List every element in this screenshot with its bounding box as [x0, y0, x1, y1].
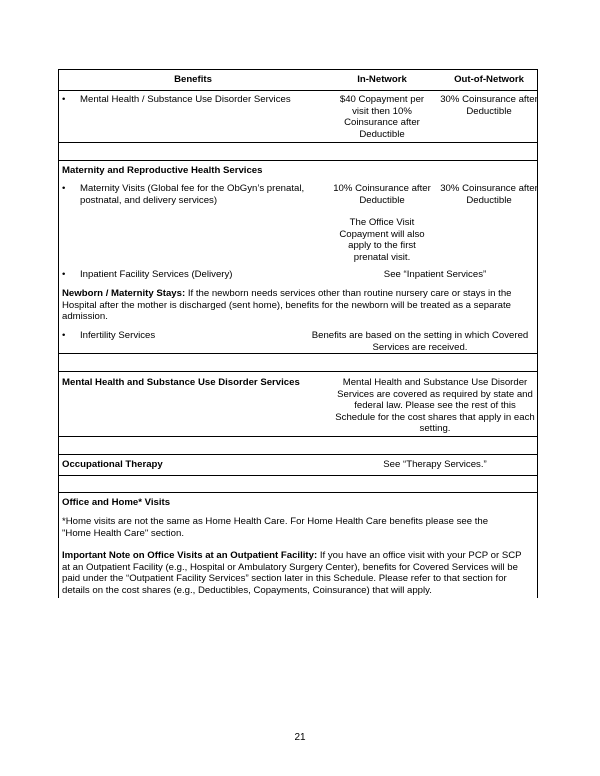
- maternity-heading: Maternity and Reproductive Health Services: [62, 165, 263, 176]
- newborn-note-text: If the newborn needs services other than routine nursery care or stays in the Hospital after the mother is discharged (sent home), benefits for the newborn will be treated as a separate admission.: [62, 288, 512, 323]
- outpatient-facility-note: [62, 550, 532, 596]
- occupational-therapy-heading: Occupational Therapy: [62, 459, 163, 470]
- office-visit-copay-note: The Office Visit Copayment will also apply to the first prenatal visit.: [339, 217, 425, 263]
- mental-health-out-of-network: 30% Coinsurance after Deductible: [440, 94, 538, 117]
- newborn-note-lead: Newborn / Maternity Stays:: [62, 288, 186, 299]
- inpatient-facility-label: Inpatient Facility Services (Delivery): [80, 269, 233, 280]
- bullet: •: [62, 269, 66, 280]
- table-rule: [58, 160, 538, 161]
- occupational-therapy-value: See “Therapy Services.”: [383, 459, 487, 470]
- table-rule: [58, 69, 538, 70]
- infertility-label: Infertility Services: [80, 330, 156, 341]
- table-rule: [58, 371, 538, 372]
- bullet: •: [62, 330, 66, 341]
- maternity-visits-out-of-network: 30% Coinsurance after Deductible: [440, 183, 538, 206]
- table-rule: [58, 436, 538, 437]
- table-rule: [58, 90, 538, 91]
- table-rule: [58, 454, 538, 455]
- mhsud-value: Mental Health and Substance Use Disorder Services are covered as required by state and federal law. Please see the rest of this Schedule for the cost shares that apply in each setting.: [335, 377, 535, 435]
- mental-health-row-label: Mental Health / Substance Use Disorder Services: [80, 94, 291, 105]
- maternity-visits-label: Maternity Visits (Global fee for the ObGyn’s prenatal, postnatal, and delivery services): [80, 183, 305, 206]
- infertility-value: Benefits are based on the setting in which Covered Services are received.: [311, 330, 529, 353]
- outpatient-note-text: If you have an office visit with your PCP or SCP at an Outpatient Facility (e.g., Hospital or Ambulatory Surgery Center), benefits for Covered Services will be paid under the “Outpatient Facility Services” section later in this Schedule. Please refer to that section for details on the cost shares (e.g., Deductibles, Copayments, Coinsurance) that will apply.: [62, 550, 522, 596]
- table-rule: [58, 475, 538, 476]
- benefits-table: [58, 69, 538, 598]
- outpatient-note-lead: Important Note on Office Visits at an Outpatient Facility:: [62, 550, 318, 561]
- bullet: •: [62, 183, 66, 194]
- bullet: •: [62, 94, 66, 105]
- office-home-visits-heading: Office and Home* Visits: [62, 497, 171, 508]
- mental-health-in-network: $40 Copayment per visit then 10% Coinsurance after Deductible: [339, 94, 425, 140]
- mhsud-heading: Mental Health and Substance Use Disorder Services: [62, 377, 300, 388]
- column-header-out-of-network: Out-of-Network: [454, 74, 524, 85]
- table-left-border: [58, 69, 59, 598]
- newborn-maternity-stays-note: [62, 288, 532, 323]
- table-right-border: [537, 69, 538, 598]
- home-visits-note: *Home visits are not the same as Home Health Care. For Home Health Care benefits please see the "Home Health Care" section.: [62, 516, 489, 539]
- column-header-benefits: Benefits: [174, 74, 212, 85]
- maternity-visits-in-network: 10% Coinsurance after Deductible: [333, 183, 431, 206]
- inpatient-facility-value: See “Inpatient Services”: [383, 269, 487, 280]
- table-rule: [58, 492, 538, 493]
- page-number: 21: [294, 732, 306, 743]
- column-header-in-network: In-Network: [357, 74, 407, 85]
- table-rule: [58, 142, 538, 143]
